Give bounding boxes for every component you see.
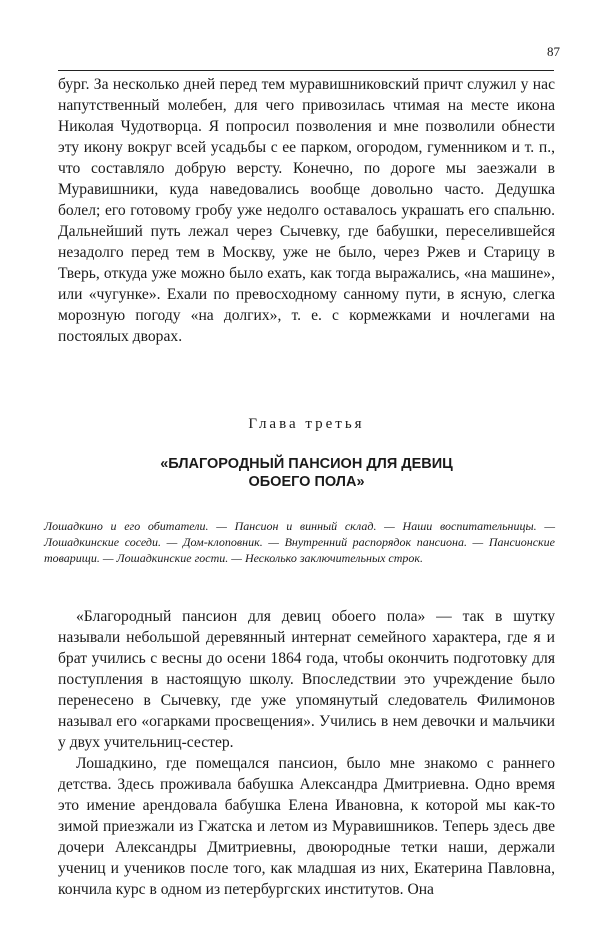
page-number: 87: [547, 44, 560, 59]
paragraph: «Благородный пансион для девиц обоего пола» — так в шутку называли небольшой деревянный интернат семейного характера, где я и брат учились с весны до осени 1864 года, чтобы окончить подготовку для поступления в настоящую школу. Впоследствии это учреждение было перенесено в Сычевку, где уже упомянутый следователь Филимонов называл его «огарками просвещения». Учились в нем девочки и мальчики у двух учительниц-сестер.: [58, 608, 555, 751]
chapter-title: [58, 455, 555, 491]
chapter-title-line-1: «БЛАГОРОДНЫЙ ПАНСИОН ДЛЯ ДЕВИЦ: [160, 456, 453, 472]
continued-text-block: [58, 74, 555, 347]
paragraph: Лошадкино, где помещался пансион, было мне знакомо с раннего детства. Здесь проживала бабушка Александра Дмитриевна. Одно время это имение арендовала бабушка Елена Ивановна, к которой мы как-то зимой приезжали из Гжатска и летом из Муравишников. Теперь здесь две дочери Александры Дмитриевны, двоюродные тетки наши, держали учениц и учеников после того, как младшая из них, Екатерина Павловна, кончила курс в одном из петербургских институтов. Она: [58, 755, 555, 898]
chapter-synopsis: Лошадкино и его обитатели. — Пансион и винный склад. — Наши воспитательницы. — Лошадкинские соседи. — Дом-клоповник. — Внутренний распорядок пансиона. — Пансионские товарищи. — Лошадкинские гости. — Несколько заключительных строк.: [44, 519, 555, 565]
continued-paragraph: бург. За несколько дней перед тем муравишниковский причт служил у нас напутственный молебен, для чего привозилась чтимая на месте икона Николая Чудотворца. Я попросил позволения и мне позволили обнести эту икону вокруг всей усадьбы с ее парком, огородом, гуменником и т. п., что составляло добрую версту. Конечно, по дороге мы заезжали в Муравишники, куда наведовались вообще довольно часто. Дедушка болел; его готовому гробу уже недолго оставалось украшать его спальню. Дальнейший путь лежал через Сычевку, где бабушки, переселившейся незадолго перед тем в Москву, уже не было, через Ржев и Старицу в Тверь, откуда уже можно было ехать, как тогда выражались, «на машине», или «чугунке». Ехали по превосходному санному пути, в ясную, слегка морозную погоду «на долгих», т. е. с кормежками и ночлегами на постоялых дворах.: [58, 76, 555, 345]
header-rule: [58, 70, 554, 71]
chapter-title-line-2: ОБОЕГО ПОЛА»: [248, 474, 365, 490]
main-text-block: [58, 606, 555, 900]
chapter-heading: Глава третья: [248, 416, 365, 432]
